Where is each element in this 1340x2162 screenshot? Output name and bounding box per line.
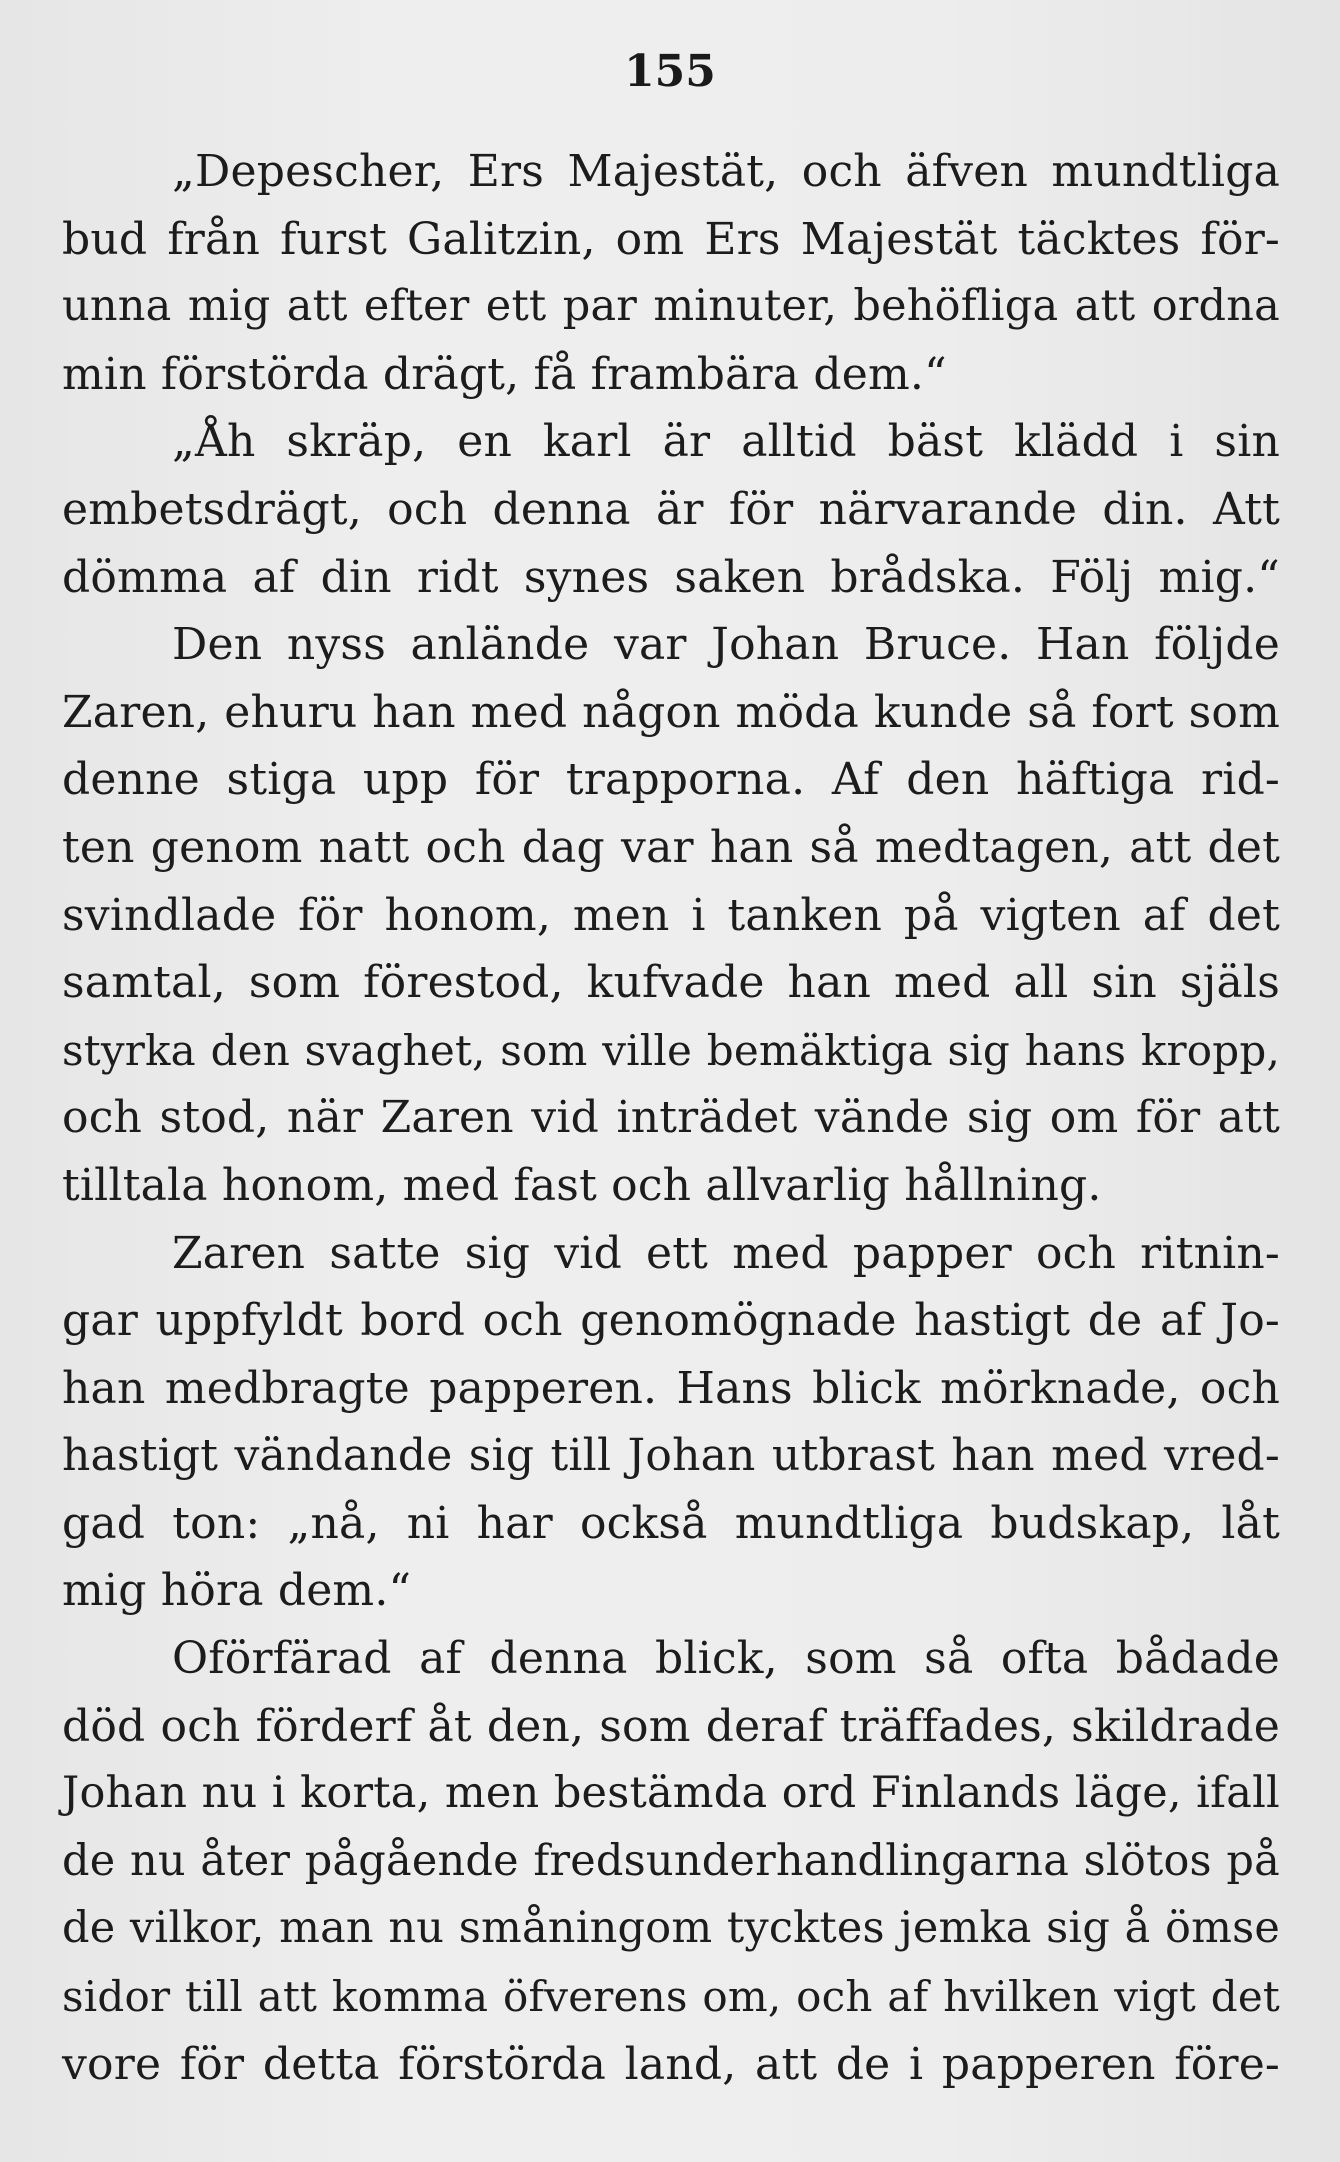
- text-line: svindlade för honom, men i tanken på vigten af det: [62, 889, 1280, 941]
- text-line: gar uppfyldt bord och genomögnade hastigt de af Jo-: [62, 1295, 1280, 1347]
- text-line: sidor till att komma öfverens om, och af hvilken vigt det: [62, 1972, 1280, 2022]
- text-line: „Åh skräp, en karl är alltid bäst klädd i sin: [172, 416, 1280, 468]
- text-line: död och förderf åt den, som deraf träffades, skildrade: [62, 1700, 1280, 1752]
- text-line: Oförfärad af denna blick, som så ofta bådade: [172, 1633, 1280, 1685]
- text-line: denne stiga upp för trapporna. Af den häftiga rid-: [62, 754, 1280, 806]
- text-line: gad ton: „nå, ni har också mundtliga budskap, låt: [62, 1497, 1280, 1549]
- text-line: samtal, som förestod, kufvade han med all sin själs: [62, 957, 1280, 1009]
- text-line: de vilkor, man nu småningom tycktes jemka sig å ömse: [62, 1903, 1280, 1954]
- text-line: Johan nu i korta, men bestämda ord Finlands läge, ifall: [62, 1768, 1280, 1819]
- text-line: Zaren satte sig vid ett med papper och ritnin-: [172, 1227, 1280, 1279]
- text-line: min förstörda drägt, få frambära dem.“: [62, 348, 947, 400]
- text-line: „Depescher, Ers Majestät, och äfven mundtliga: [172, 146, 1280, 197]
- text-line: Den nyss anlände var Johan Bruce. Han följde: [172, 619, 1280, 671]
- body-text: [62, 138, 1280, 2098]
- text-line: mig höra dem.“: [62, 1565, 412, 1617]
- text-line: ten genom natt och dag var han så medtagen, att det: [62, 821, 1280, 873]
- text-line: och stod, när Zaren vid inträdet vände sig om för att: [62, 1092, 1280, 1144]
- page-number: 155: [624, 46, 716, 97]
- text-line: styrka den svaghet, som ville bemäktiga sig hans kropp,: [62, 1025, 1280, 1075]
- text-line: de nu åter pågående fredsunderhandlingarna slötos på: [62, 1835, 1280, 1886]
- text-line: Zaren, ehuru han med någon möda kunde så fort som: [62, 686, 1280, 738]
- text-line: unna mig att efter ett par minuter, behöfliga att ordna: [62, 281, 1280, 332]
- text-line: vore för detta förstörda land, att de i papperen före-: [62, 2038, 1280, 2090]
- text-line: embetsdrägt, och denna är för närvarande din. Att: [62, 483, 1280, 535]
- text-line: tilltala honom, med fast och allvarlig hållning.: [62, 1159, 1102, 1211]
- text-line: hastigt vändande sig till Johan utbrast han med vred-: [62, 1430, 1280, 1482]
- text-line: dömma af din ridt synes saken brådska. Följ mig.“: [62, 551, 1280, 603]
- text-line: han medbragte papperen. Hans blick mörknade, och: [62, 1362, 1280, 1414]
- text-line: bud från furst Galitzin, om Ers Majestät täcktes för-: [62, 213, 1280, 265]
